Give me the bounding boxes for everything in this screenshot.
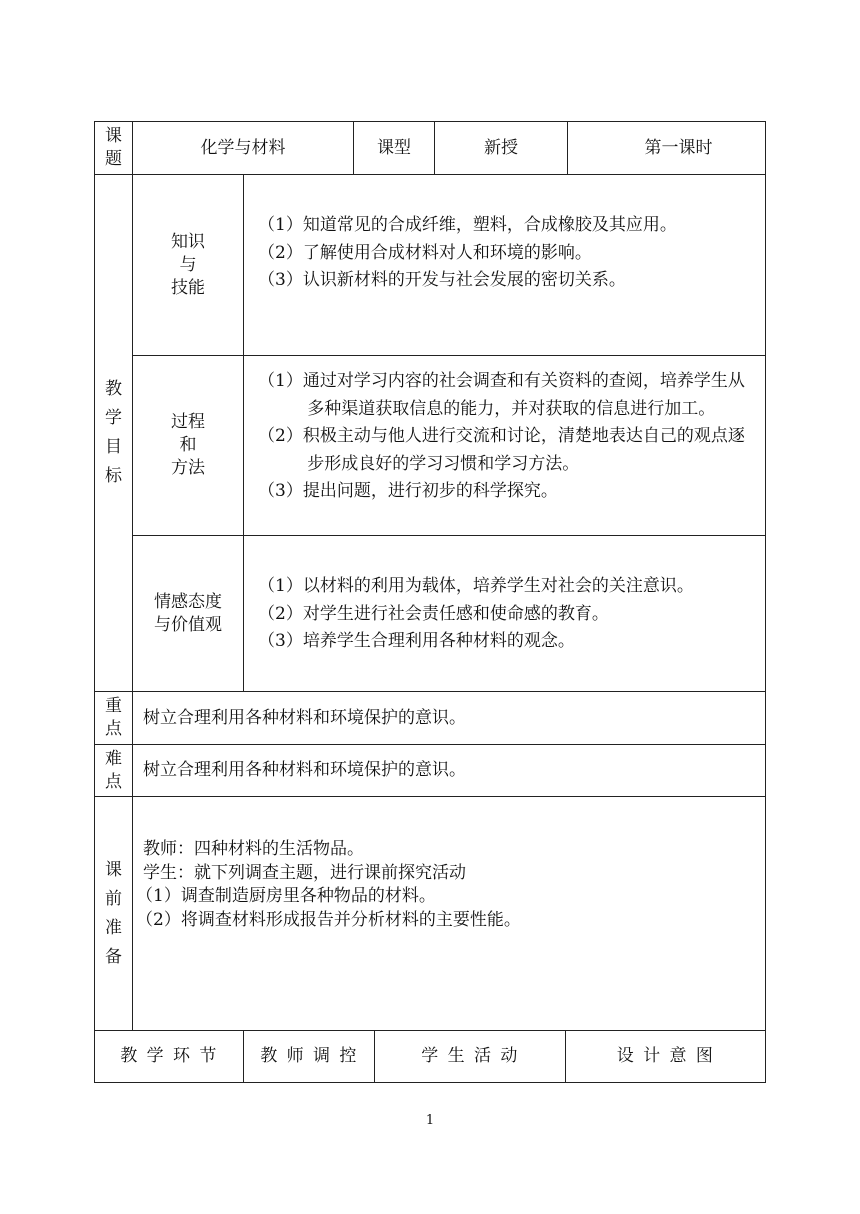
objective-item: （2）了解使用合成材料对人和环境的影响。 bbox=[258, 242, 592, 263]
session-value: 第一课时 bbox=[644, 137, 713, 158]
column-design-intent: 设计意图 bbox=[616, 1046, 723, 1066]
objective-item: （2）对学生进行社会责任感和使命感的教育。 bbox=[258, 603, 609, 624]
preparation-label bbox=[95, 797, 132, 1030]
lesson-type-value: 新授 bbox=[484, 137, 518, 158]
key-point-label-text: 重点 bbox=[105, 696, 122, 739]
preparation-line: （1）调查制造厨房里各种物品的材料。 bbox=[136, 886, 436, 906]
knowledge-skills-list bbox=[258, 212, 758, 295]
process-methods-list bbox=[258, 368, 758, 506]
difficulty-label-text: 难点 bbox=[105, 748, 122, 792]
objectives-label-text: 教学目标 bbox=[105, 379, 122, 486]
objective-item: （1）知道常见的合成纤维，塑料，合成橡胶及其应用。 bbox=[258, 215, 677, 235]
topic-label-text: 课题 bbox=[105, 126, 122, 169]
preparation-label-text: 课前准备 bbox=[105, 859, 122, 967]
column-student-activity: 学生活动 bbox=[421, 1046, 527, 1066]
preparation-line: 教师：四种材料的生活物品。 bbox=[143, 839, 364, 859]
emotion-values-list bbox=[258, 573, 758, 656]
topic-label bbox=[95, 122, 132, 174]
column-teacher-control: 教师调控 bbox=[260, 1046, 366, 1066]
process-label-line: 和 bbox=[179, 435, 197, 455]
emotion-values-label bbox=[133, 536, 243, 691]
difficulty-text: 树立合理利用各种材料和环境保护的意识。 bbox=[143, 760, 466, 780]
objective-item: （2）积极主动与他人进行交流和讨论，清楚地表达自己的观点逐步形成良好的学习习惯和学习方法。 bbox=[258, 426, 745, 474]
objective-item: （3）提出问题，进行初步的科学探究。 bbox=[258, 481, 558, 501]
key-point-text: 树立合理利用各种材料和环境保护的意识。 bbox=[143, 707, 466, 728]
objective-item: （1）以材料的利用为载体，培养学生对社会的关注意识。 bbox=[258, 576, 694, 596]
knowledge-label-line: 知识 bbox=[171, 231, 205, 252]
objective-item: （3）培养学生合理利用各种材料的观念。 bbox=[258, 631, 575, 651]
page-number: 1 bbox=[425, 1113, 435, 1128]
knowledge-skills-label bbox=[133, 175, 243, 355]
lesson-type-label: 课型 bbox=[377, 137, 411, 158]
knowledge-label-line: 技能 bbox=[171, 277, 205, 298]
objectives-label bbox=[95, 175, 132, 691]
emotion-label-line: 与价值观 bbox=[154, 614, 222, 635]
process-label-line: 过程 bbox=[171, 412, 205, 432]
topic-value: 化学与材料 bbox=[200, 137, 286, 158]
process-methods-label bbox=[133, 356, 243, 535]
preparation-line: （2）将调查材料形成报告并分析材料的主要性能。 bbox=[136, 909, 521, 930]
preparation-line: 学生：就下列调查主题，进行课前探究活动 bbox=[143, 862, 466, 883]
difficulty-label bbox=[95, 745, 132, 796]
process-label-line: 方法 bbox=[171, 458, 205, 478]
emotion-label-line: 情感态度 bbox=[154, 591, 222, 612]
column-teaching-stage: 教学环节 bbox=[120, 1046, 226, 1066]
objective-item: （3）认识新材料的开发与社会发展的密切关系。 bbox=[258, 270, 626, 290]
knowledge-label-line: 与 bbox=[179, 254, 197, 275]
objective-item: （1）通过对学习内容的社会调查和有关资料的查阅，培养学生从多种渠道获取信息的能力，并对获取的信息进行加工。 bbox=[258, 371, 745, 419]
preparation-content bbox=[136, 838, 753, 932]
key-point-label bbox=[95, 692, 132, 744]
